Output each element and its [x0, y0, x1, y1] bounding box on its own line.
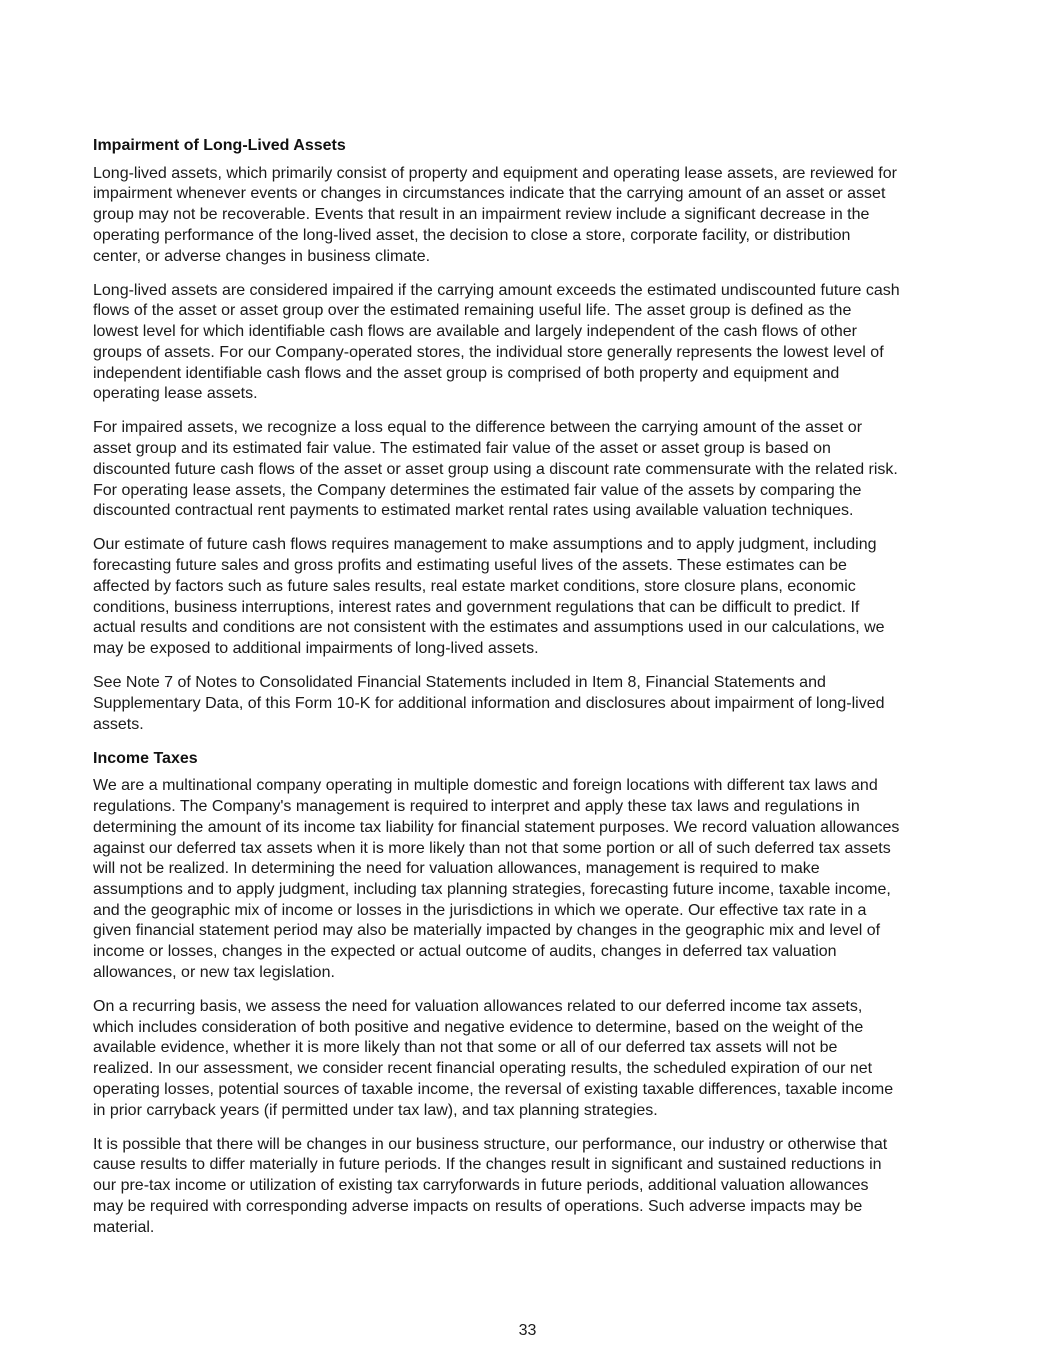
text-line: operating losses, potential sources of taxable income, the reversal of existing taxable differences, taxable income [93, 1080, 894, 1098]
text-line: determining the amount of its income tax liability for financial statement purposes. We record valuation allowances [93, 818, 900, 836]
text-line: Long-lived assets, which primarily consist of property and equipment and operating lease assets, are reviewed for [93, 164, 897, 182]
paragraph [93, 281, 973, 405]
text-line: which includes consideration of both positive and negative evidence to determine, based on the weight of the [93, 1018, 864, 1036]
text-line: may be exposed to additional impairments of long-lived assets. [93, 639, 539, 657]
text-line: given financial statement period may also be materially impacted by changes in the geographic mix and level of [93, 922, 881, 940]
text-line: discounted future cash flows of the asset or asset group using a discount rate commensurate with the related risk. [93, 460, 898, 478]
text-line: actual results and conditions are not consistent with the estimates and assumptions used in our calculations, we [93, 619, 885, 637]
text-line: operating lease assets. [93, 385, 258, 403]
paragraph [93, 1135, 973, 1239]
section-heading: Income Taxes [93, 749, 198, 767]
text-line: lowest level for which identifiable cash flows are available and largely independent of the cash flows of other [93, 323, 857, 341]
paragraph [93, 997, 973, 1121]
text-line: realized. In our assessment, we consider recent financial operating results, the scheduled expiration of our net [93, 1060, 873, 1078]
text-line: against our deferred tax assets when it is more likely than not that some portion or all of such deferred tax assets [93, 839, 891, 857]
text-line: impairment whenever events or changes in circumstances indicate that the carrying amount of an asset or asset [93, 185, 886, 203]
paragraph [93, 776, 973, 983]
text-line: available evidence, whether it is more likely than not that some or all of our deferred tax assets will not be [93, 1039, 838, 1057]
text-line: For impaired assets, we recognize a loss equal to the difference between the carrying amount of the asset or [93, 419, 863, 437]
section-impairment [93, 136, 973, 735]
text-line: center, or adverse changes in business climate. [93, 247, 431, 265]
paragraph [93, 418, 973, 522]
document-page [93, 136, 973, 1252]
text-line: groups of assets. For our Company-operated stores, the individual store generally represents the lowest level of [93, 343, 884, 361]
text-line: income or losses, changes in the expected or actual outcome of audits, changes in deferred tax valuation [93, 943, 837, 961]
section-income-taxes [93, 749, 973, 1238]
text-line: group may not be recoverable. Events that result in an impairment review include a significant decrease in the [93, 206, 870, 224]
text-line: independent identifiable cash flows and the asset group is comprised of both property and equipment and [93, 364, 840, 382]
text-line: For operating lease assets, the Company determines the estimated fair value of the assets by comparing the [93, 481, 862, 499]
text-line: Supplementary Data, of this Form 10-K for additional information and disclosures about impairment of long-lived [93, 694, 885, 712]
text-line: See Note 7 of Notes to Consolidated Financial Statements included in Item 8, Financial Statements and [93, 674, 826, 692]
text-line: asset group and its estimated fair value. The estimated fair value of the asset or asset group is based on [93, 440, 831, 458]
paragraph [93, 164, 973, 268]
section-heading: Impairment of Long-Lived Assets [93, 137, 346, 154]
text-line: On a recurring basis, we assess the need for valuation allowances related to our deferred income tax assets, [93, 998, 863, 1016]
page-number: 33 [518, 1322, 537, 1339]
text-line: discounted contractual rent payments to estimated market rental rates using available valuation techniques. [93, 502, 854, 520]
text-line: material. [93, 1218, 155, 1236]
text-line: and the geographic mix of income or losses in the jurisdictions in which we operate. Our effective tax rate in a [93, 901, 867, 919]
text-line: conditions, business interruptions, interest rates and government regulations that can be difficult to predict. If [93, 598, 860, 616]
text-line: allowances, or new tax legislation. [93, 963, 335, 981]
text-line: will not be realized. In determining the need for valuation allowances, management is required to make [93, 860, 820, 878]
text-line: operating performance of the long-lived asset, the decision to close a store, corporate facility, or distribution [93, 226, 851, 244]
text-line: may be required with corresponding adverse impacts on results of operations. Such adverse impacts may be [93, 1197, 863, 1215]
text-line: It is possible that there will be changes in our business structure, our performance, our industry or otherwise that [93, 1135, 888, 1153]
text-line: flows of the asset or asset group over the estimated remaining useful life. The asset group is defined as the [93, 302, 852, 320]
text-line: affected by factors such as future sales results, real estate market conditions, store closure plans, economic [93, 577, 856, 595]
text-line: Long-lived assets are considered impaired if the carrying amount exceeds the estimated undiscounted future cash [93, 281, 900, 299]
text-line: Our estimate of future cash flows requires management to make assumptions and to apply judgment, including [93, 536, 877, 554]
text-line: in prior carryback years (if permitted under tax law), and tax planning strategies. [93, 1101, 658, 1119]
paragraph [93, 535, 973, 659]
paragraph-note-reference [93, 673, 973, 735]
text-line: regulations. The Company's management is required to interpret and apply these tax laws and regulations in [93, 798, 860, 816]
text-line: our pre-tax income or utilization of existing tax carryforwards in future periods, additional valuation allowances [93, 1177, 869, 1195]
text-line: cause results to differ materially in future periods. If the changes result in significant and sustained reductions in [93, 1156, 882, 1174]
text-line: forecasting future sales and gross profits and estimating useful lives of the assets. These estimates can be [93, 557, 847, 575]
text-line: assumptions and to apply judgment, including tax planning strategies, forecasting future income, taxable income, [93, 881, 891, 898]
text-line: assets. [93, 715, 144, 733]
text-line: We are a multinational company operating in multiple domestic and foreign locations with different tax laws and [93, 777, 878, 795]
